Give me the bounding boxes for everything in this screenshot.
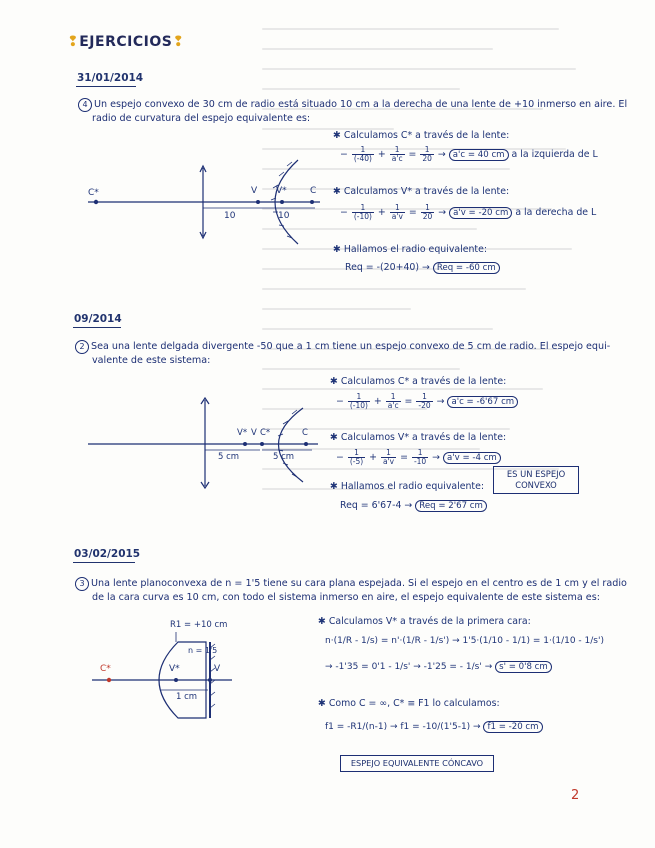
ex2-s1-f3d: -20	[418, 401, 431, 410]
ex2-s2-frac3	[412, 449, 428, 466]
ex1-s2-f2n: 1	[390, 204, 405, 213]
ex1-point-c-star	[94, 200, 98, 204]
ex1-s2-frac1	[352, 204, 374, 221]
ex2-label-c: C	[302, 428, 308, 438]
ex3-point-v-star	[174, 678, 178, 682]
ex2-s1-f3n: 1	[416, 393, 432, 402]
ex2-s3-result: Req = 2'67 cm	[415, 500, 487, 512]
ex1-number: 4	[78, 98, 92, 112]
ex1-label-v: V	[251, 186, 258, 196]
ex1-step2-eq: − $\frac{1}{(-10)}$ + $\frac{1}{a'v}$ = $\frac{1}{20}$ → a'v = -20 cm a la derecha de L	[340, 203, 597, 221]
ex1-s1-result: a'c = 40 cm	[449, 149, 509, 161]
ex1-s1-f2n: 1	[390, 146, 405, 155]
ex1-s2-f2d: a'v	[391, 212, 403, 221]
ex3-step2-result: f1 = -20 cm	[483, 721, 542, 733]
ex3-label-r1: R1 = +10 cm	[170, 620, 228, 630]
ex1-s2-frac3	[421, 204, 435, 221]
ex2-step1-label: ✱ Calculamos C* a través de la lente:	[330, 376, 507, 387]
ex2-s3-eq-text: Req = 6'67-4	[340, 500, 402, 511]
ex2-note-line2: CONVEXO	[515, 480, 557, 490]
ex1-s1-frac2	[390, 146, 405, 163]
ex2-statement-2: valente de este sistema:	[92, 355, 211, 366]
ex2-step3-label: ✱ Hallamos el radio equivalente:	[330, 481, 485, 492]
ex2-s2-frac1	[348, 449, 365, 466]
ex1-point-v-star	[280, 200, 284, 204]
ex1-s2-frac2	[390, 204, 405, 221]
ex1-s2-result: a'v = -20 cm	[449, 207, 512, 219]
ex2-date: 09/2014	[74, 313, 122, 325]
ex1-s1-f3d: 20	[422, 154, 432, 163]
ex2-point-c-star	[260, 442, 264, 446]
ex1-label-c-star: C*	[88, 188, 99, 198]
ex2-s2-f3n: 1	[412, 449, 428, 458]
ex1-step1-eq: − $\frac{1}{(-40)}$ + $\frac{1}{a'c}$ = $\frac{1}{20}$ → a'c = 40 cm a la izquierda de L	[340, 145, 598, 163]
ex2-note-line1: ES UN ESPEJO	[506, 469, 566, 479]
ex3-label-v-star: V*	[169, 664, 180, 674]
ex1-statement-text-1: Un espejo convexo de 30 cm de radio está situado 10 cm a la derecha de una lente de +10 inmerso en aire. El	[94, 99, 628, 110]
ex1-s1-frac1	[352, 146, 374, 163]
ex2-s1-frac2	[386, 393, 401, 410]
ex2-date-underline	[73, 327, 121, 328]
ex1-date: 31/01/2014	[77, 72, 144, 84]
ex3-step1-label-text: Calculamos V* a través de la primera cara:	[328, 616, 531, 627]
ex1-s2-f1n: 1	[352, 204, 374, 213]
ex2-step2-label: ✱ Calculamos V* a través de la lente:	[330, 432, 507, 443]
ex2-step1-eq: − $\frac{1}{(-10)}$ + $\frac{1}{a'c}$ = $\frac{1}{-20}$ → a'c = -6'67 cm	[336, 393, 518, 410]
ex1-s2-f3d: 20	[422, 212, 433, 221]
ex2-s2-f1d: (-5)	[349, 457, 364, 466]
ex1-s1-tail: a la izquierda de L	[511, 149, 598, 160]
ex3-conclusion-box: ESPEJO EQUIVALENTE CÓNCAVO	[340, 755, 494, 772]
ex3-label-n: n = 1'5	[188, 646, 218, 655]
ex1-step2-label: ✱ Calculamos V* a través de la lente:	[333, 186, 510, 197]
ex2-number: 2	[75, 340, 89, 354]
ex1-step1-label-text: Calculamos C* a través de la lente:	[343, 130, 510, 141]
ex3-step2-eq	[325, 722, 543, 732]
ex2-step3-eq: Req = 6'67-4 → Req = 2'67 cm	[340, 500, 487, 511]
ex3-number: 3	[75, 577, 89, 591]
ex2-s1-f2n: 1	[386, 393, 401, 402]
ex3-statement-text-1: Una lente planoconvexa de n = 1'5 tiene su cara plana espejada. Si el espejo en el centro es de 1 cm y el radio	[91, 578, 627, 589]
ex1-s2-f1d: (-10)	[353, 212, 372, 221]
ex2-s1-result: a'c = -6'67 cm	[447, 396, 518, 408]
ex3-step1-line2-text: → -1'35 = 0'1 - 1/s' → -1'25 = - 1/s' →	[325, 662, 493, 672]
ex1-s1-f3n: 1	[420, 146, 434, 155]
ex1-s2-tail: a la derecha de L	[515, 207, 597, 218]
ex2-convex-mirror	[279, 408, 304, 482]
title-decoration-right: ❢	[172, 34, 185, 50]
ex2-dist-left: 5 cm	[218, 452, 240, 462]
ex1-step3-label-text: Hallamos el radio equivalente:	[343, 244, 488, 255]
ex3-label-thickness: 1 cm	[176, 692, 198, 702]
title-decoration-left: ❢	[67, 34, 80, 50]
title-text: EJERCICIOS	[79, 34, 173, 50]
ex2-s1-frac3	[416, 393, 432, 410]
ex2-s2-f1n: 1	[348, 449, 365, 458]
ex2-label-v-star: V*	[237, 428, 248, 438]
ex3-step1-result: s' = 0'8 cm	[495, 661, 552, 673]
ex3-step2-eq-text: f1 = -R1/(n-1) → f1 = -10/(1'5-1) →	[325, 722, 481, 732]
ex1-s3-eq-text: Req = -(20+40)	[345, 262, 420, 273]
ex1-step3-eq: Req = -(20+40) → Req = -60 cm	[345, 262, 500, 273]
ex2-s1-f2d: a'c	[387, 401, 399, 410]
ex2-statement-1	[75, 340, 610, 354]
ex1-mirror-hatch	[271, 162, 292, 238]
ex2-label-v: V	[251, 428, 257, 438]
ex3-date: 03/02/2015	[74, 548, 141, 560]
ex2-point-v-star	[243, 442, 247, 446]
ex1-step3-label: ✱ Hallamos el radio equivalente:	[333, 244, 488, 255]
ex2-s2-f2n: 1	[381, 449, 396, 458]
ex3-date-underline	[73, 562, 135, 563]
ex2-s2-f3d: -10	[413, 457, 427, 466]
ex1-point-c	[310, 200, 314, 204]
ex1-statement-2: radio de curvatura del espejo equivalente es:	[92, 113, 311, 124]
ex2-label-c-star: C*	[260, 428, 271, 438]
ex3-statement-1	[75, 577, 627, 591]
ex2-point-c	[304, 442, 308, 446]
ex2-step3-label-text: Hallamos el radio equivalente:	[340, 481, 485, 492]
ex2-dist-right: 5 cm	[273, 452, 295, 462]
ex2-s1-f1n: 1	[348, 393, 370, 402]
ex1-label-c: C	[310, 186, 317, 196]
ex2-s1-frac1	[348, 393, 370, 410]
ex3-step2-label-text: Como C = ∞, C* ≡ F1 lo calculamos:	[328, 698, 500, 709]
ex2-note-box	[493, 466, 579, 494]
ex2-s1-f1d: (-10)	[349, 401, 368, 410]
ex2-step2-label-text: Calculamos V* a través de la lente:	[340, 432, 507, 443]
ex2-s2-frac2	[381, 449, 396, 466]
ex2-step2-eq: − $\frac{1}{(-5)}$ + $\frac{1}{a'v}$ = $\frac{1}{-10}$ → a'v = -4 cm	[336, 449, 501, 466]
ex1-s1-f1n: 1	[352, 146, 374, 155]
ex1-s1-f2d: a'c	[391, 154, 403, 163]
ex3-label-c-star: C*	[100, 664, 111, 674]
ex1-dist-left: 10	[224, 211, 236, 221]
ex1-step2-label-text: Calculamos V* a través de la lente:	[343, 186, 510, 197]
ex3-step2-label: ✱ Como C = ∞, C* ≡ F1 lo calculamos:	[318, 698, 500, 709]
ex1-point-v	[256, 200, 260, 204]
ex2-step1-label-text: Calculamos C* a través de la lente:	[340, 376, 507, 387]
ex3-point-v	[208, 678, 212, 682]
ex1-s1-frac3	[420, 146, 434, 163]
ex3-step1-line2	[325, 662, 552, 672]
ex1-s2-f3n: 1	[421, 204, 435, 213]
ex2-s2-f2d: a'v	[383, 457, 395, 466]
ex3-step1-label: ✱ Calculamos V* a través de la primera cara:	[318, 616, 531, 627]
ex3-point-c-star	[107, 678, 111, 682]
ex1-step1-label: ✱ Calculamos C* a través de la lente:	[333, 130, 510, 141]
ex2-s2-result: a'v = -4 cm	[443, 452, 501, 464]
page-number: 2	[571, 788, 580, 803]
ex2-statement-text-1: Sea una lente delgada divergente -50 que a 1 cm tiene un espejo convexo de 5 cm de radio. El espejo equi-	[91, 341, 611, 352]
ex3-step1-line1: n·(1/R - 1/s) = n'·(1/R - 1/s') → 1'5·(1/10 - 1/1) = 1·(1/10 - 1/s')	[325, 636, 604, 646]
ex3-label-v: V	[214, 664, 221, 674]
ex1-dist-right: 10	[278, 211, 290, 221]
ex1-s3-result: Req = -60 cm	[433, 262, 500, 274]
ex3-statement-2: de la cara curva es 10 cm, con todo el sistema inmerso en aire, el espejo equivalente de este sistema es:	[92, 592, 600, 603]
ex1-label-v-star: V*	[276, 186, 287, 196]
ex1-s1-f1d: (-40)	[353, 154, 372, 163]
